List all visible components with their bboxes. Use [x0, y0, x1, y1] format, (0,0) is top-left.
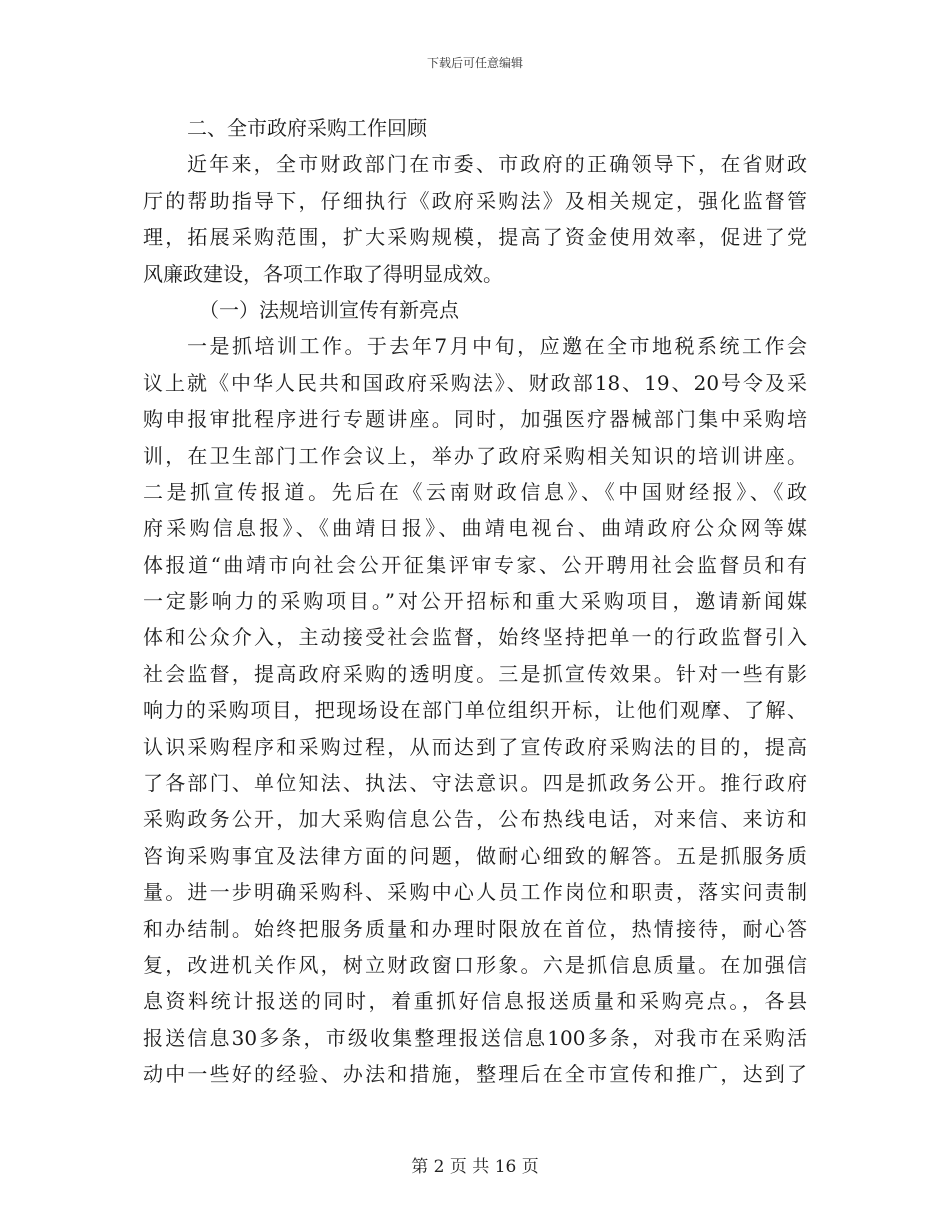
paragraph-line: 息资料统计报送的同时，着重抓好信息报送质量和采购亮点。，各县 — [143, 989, 807, 1014]
paragraph-line: 体报道“曲靖市向社会公开征集评审专家、公开聘用社会监督员和有 — [143, 552, 807, 577]
document-body — [143, 110, 807, 1093]
page-number-footer: 第 2 页 共 16 页 — [411, 1157, 539, 1177]
paragraph-line: 复，改进机关作风，树立财政窗口形象。六是抓信息质量。在加强信 — [143, 952, 807, 977]
paragraph-line: 体和公众介入，主动接受社会监督，始终坚持把单一的行政监督引入 — [143, 625, 807, 650]
paragraph-line: 报送信息30多条，市级收集整理报送信息100多条，对我市在采购活 — [143, 1025, 807, 1050]
paragraph-line: 府采购信息报》、《曲靖日报》、曲靖电视台、曲靖政府公众网等媒 — [143, 516, 807, 541]
paragraph-line: 一是抓培训工作。于去年7月中旬，应邀在全市地税系统工作会 — [187, 334, 807, 359]
paragraph-line: 认识采购程序和采购过程，从而达到了宣传政府采购法的目的，提高 — [143, 734, 807, 759]
paragraph-line: 训，在卫生部门工作会议上，举办了政府采购相关知识的培训讲座。 — [143, 443, 807, 468]
paragraph-line: 咨询采购事宜及法律方面的问题，做耐心细致的解答。五是抓服务质 — [143, 843, 807, 868]
paragraph-line: 购申报审批程序进行专题讲座。同时，加强医疗器械部门集中采购培 — [143, 407, 807, 432]
paragraph-line: 近年来，全市财政部门在市委、市政府的正确领导下，在省财政 — [187, 152, 807, 177]
paragraph-line: 量。进一步明确采购科、采购中心人员工作岗位和职责，落实问责制 — [143, 880, 807, 905]
paragraph-line: 和办结制。始终把服务质量和办理时限放在首位，热情接待，耐心答 — [143, 916, 807, 941]
paragraph-line: 社会监督，提高政府采购的透明度。三是抓宣传效果。针对一些有影 — [143, 661, 807, 686]
paragraph-line: 响力的采购项目，把现场设在部门单位组织开标，让他们观摩、了解、 — [143, 698, 807, 723]
paragraph-line: 厅的帮助指导下，仔细执行《政府采购法》及相关规定，强化监督管 — [143, 188, 807, 213]
paragraph-line: 动中一些好的经验、办法和措施，整理后在全市宣传和推广，达到了 — [143, 1062, 807, 1087]
paragraph-line: 二是抓宣传报道。先后在《云南财政信息》、《中国财经报》、《政 — [143, 479, 807, 504]
paragraph-line: 一定影响力的采购项目。”对公开招标和重大采购项目，邀请新闻媒 — [143, 589, 807, 614]
paragraph-line: 议上就《中华人民共和国政府采购法》、财政部18、19、20号令及采 — [143, 370, 807, 395]
subsection-heading: （一）法规培训宣传有新亮点 — [199, 297, 459, 322]
paragraph-line: 采购政务公开，加大采购信息公告，公布热线电话，对来信、来访和 — [143, 807, 807, 832]
paragraph-line: 风廉政建设，各项工作取了得明显成效。 — [143, 261, 503, 286]
page-header: 下载后可任意编辑 — [426, 56, 523, 70]
section-heading: 二、全市政府采购工作回顾 — [187, 116, 427, 140]
paragraph-line: 理，拓展采购范围，扩大采购规模，提高了资金使用效率，促进了党 — [143, 225, 807, 250]
paragraph-line: 了各部门、单位知法、执法、守法意识。四是抓政务公开。推行政府 — [143, 771, 807, 796]
